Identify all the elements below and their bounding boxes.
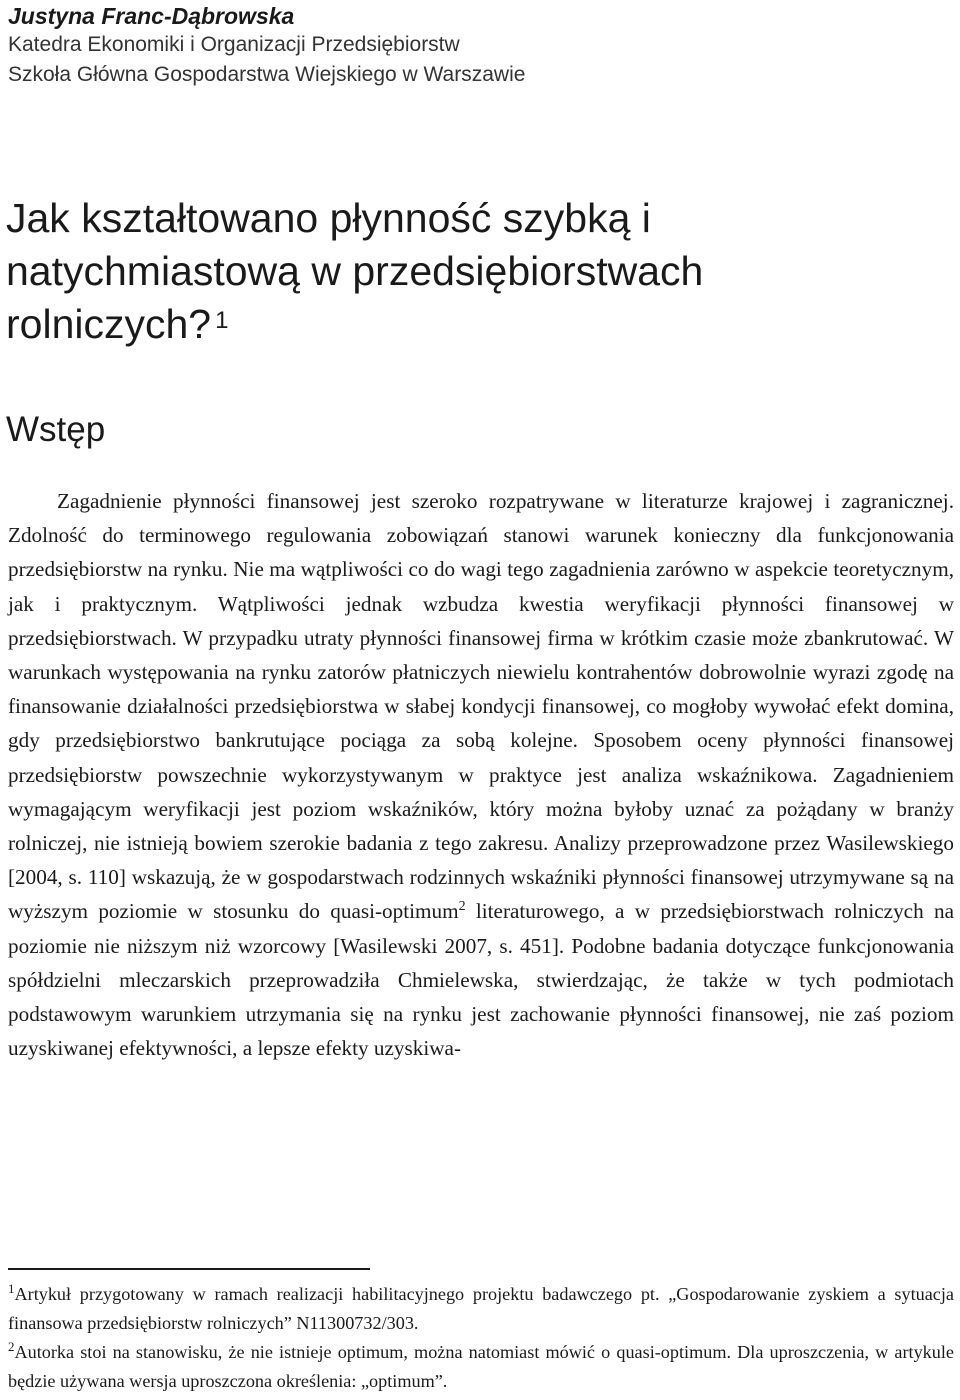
author-name: Justyna Franc-Dąbrowska	[8, 3, 295, 29]
footnote-2	[8, 1338, 954, 1396]
author-block	[8, 2, 525, 90]
section-heading: Wstęp	[6, 410, 106, 449]
footnote-text: Autorka stoi na stanowisku, że nie istnieje optimum, można natomiast mówić o quasi-optimum. Dla uproszczenia, w artykule będzie używana wersja uproszczona określenia: „optimum”.	[8, 1342, 954, 1391]
affiliation-department: Katedra Ekonomiki i Organizacji Przedsiębiorstw	[8, 33, 460, 56]
body-paragraph	[8, 484, 954, 1065]
article-title	[6, 192, 906, 351]
footnote-mark: 1	[8, 1280, 15, 1296]
title-footnote-mark: 1	[215, 307, 229, 334]
footnote-mark: 2	[8, 1338, 15, 1354]
footnote-text: Artykuł przygotowany w ramach realizacji habilitacyjnego projektu badawczego pt. „Gospodarowanie zyskiem a sytuacja finansowa przedsiębiorstw rolniczych” N11300732/303.	[8, 1284, 954, 1333]
affiliation-university: Szkoła Główna Gospodarstwa Wiejskiego w Warszawie	[8, 63, 526, 86]
footnotes	[8, 1280, 954, 1396]
footnote-divider	[8, 1268, 370, 1270]
footnote-1	[8, 1280, 954, 1338]
article-title-text: Jak kształtowano płynność szybką i natychmiastową w przedsiębiorstwach rolniczych?	[6, 195, 704, 347]
paragraph-footnote-mark: 2	[458, 899, 466, 915]
paragraph-text-part2: literaturowego, a w przedsiębiorstwach rolniczych na poziomie nie niższym niż wzorcowy [Wasilewski 2007, s. 451]. Podobne badania dotyczące funkcjonowania spółdzielni mleczarskich przeprowadziła Chmielewska, stwierdzając, że także w tych podmiotach podstawowym warunkiem utrzymania się na rynku jest zachowanie płynności finansowej, nie zaś poziom uzyskiwanej efektywności, a lepsze efekty uzyskiwa-	[8, 899, 954, 1061]
paragraph-text-part1: Zagadnienie płynności finansowej jest szeroko rozpatrywane w literaturze krajowej i zagranicznej. Zdolność do terminowego regulowania zobowiązań stanowi warunek konieczny dla funkcjonowania przedsiębiorstw na rynku. Nie ma wątpliwości co do wagi tego zagadnienia zarówno w aspekcie teoretycznym, jak i praktycznym. Wątpliwości jednak wzbudza kwestia weryfikacji płynności finansowej w przedsiębiorstwach. W przypadku utraty płynności finansowej firma w krótkim czasie może zbankrutować. W warunkach występowania na rynku zatorów płatniczych niewielu kontrahentów dobrowolnie wyrazi zgodę na finansowanie działalności przedsiębiorstwa w słabej kondycji finansowej, co mogłoby wywołać efekt domina, gdy przedsiębiorstwo bankrutujące pociąga za sobą kolejne. Sposobem oceny płynności finansowej przedsiębiorstw powszechnie wykorzystywanym w praktyce jest analiza wskaźnikowa. Zagadnieniem wymagającym weryfikacji jest poziom wskaźników, który można byłoby uznać za pożądany w branży rolniczej, nie istnieją bowiem szerokie badania z tego zakresu. Analizy przeprowadzone przez Wasilewskiego [2004, s. 110] wskazują, że w gospodarstwach rodzinnych wskaźniki płynności finansowej utrzymywane są na wyższym poziomie w stosunku do quasi-optimum	[8, 489, 954, 924]
